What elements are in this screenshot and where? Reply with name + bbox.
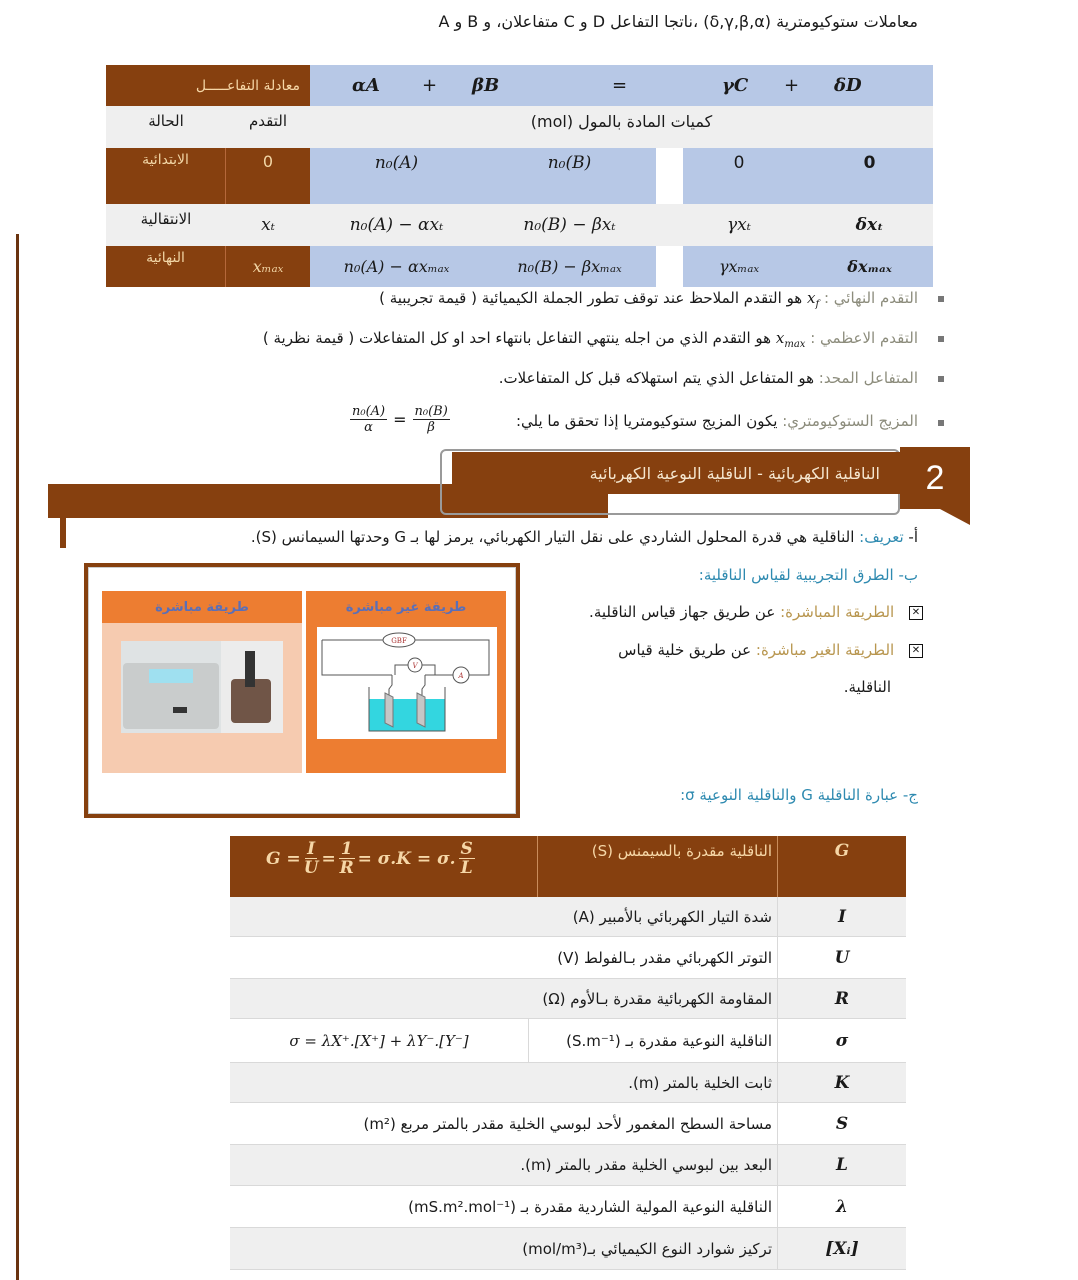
def-label: المتفاعل المحد: <box>818 369 918 387</box>
state-header-cell <box>106 106 226 136</box>
a-cell-final <box>310 246 483 287</box>
plus-2: + <box>784 75 800 96</box>
ct-desc: الناقلية النوعية مقدرة بـ (S.m⁻¹) <box>566 1031 772 1050</box>
plus-1: + <box>422 75 438 96</box>
progress-final: xₘₐₓ <box>252 257 284 276</box>
a-cell-initial <box>310 148 483 178</box>
def-a-text: الناقلية هي قدرة المحلول الشاردي على نقل التيار الكهربائي، يرمز لها بـ G وحدتها السيمانس (S). <box>250 528 855 546</box>
term-a: αA <box>352 75 380 96</box>
definition-max-progress: التقدم الاعظمي : $x_{max}$ هو التقدم الذي من اجله ينتهي التفاعل بانتهاء احد او كل المتفاعلات ( قيمة نظرية ) <box>262 329 918 350</box>
term-b: βB <box>472 75 500 96</box>
d-trans: δxₜ <box>855 215 884 235</box>
electrode-plate-2 <box>417 693 425 727</box>
def-label: التقدم النهائي : <box>823 289 918 307</box>
stoichiometric-formula <box>350 404 450 435</box>
direct-title-bar <box>102 591 302 623</box>
def-label: التقدم الاعظمي : <box>810 329 918 347</box>
def-text: يكون المزيج ستوكيومتريا إذا تحقق ما يلي: <box>515 412 778 430</box>
ct-desc: مساحة السطح المغمور لأحد لبوسي الخلية مقدر بالمتر مربع (m²) <box>363 1114 772 1133</box>
gbf-label: GBF <box>391 637 407 645</box>
definition-stoichiometric-mixture <box>516 412 918 430</box>
voltmeter-label: V <box>412 662 418 670</box>
ct-desc: الناقلية النوعية المولية الشاردية مقدرة بـ (mS.m².mol⁻¹) <box>408 1197 772 1216</box>
measurement-methods-figure <box>84 563 520 818</box>
ct-symbol: [Xᵢ] <box>777 1228 906 1269</box>
d-cell-trans <box>806 204 933 246</box>
progress-trans: xₜ <box>261 215 275 235</box>
ct-symbol: λ <box>777 1186 906 1227</box>
a-final: n₀(A) − αxₘₐₓ <box>343 257 450 276</box>
state-cell-trans <box>106 204 226 234</box>
ct-symbol: K <box>777 1063 906 1102</box>
equation-label: معادلة التفاعـــــل <box>195 77 300 94</box>
b-cell-initial <box>483 148 656 178</box>
c-final: γxₘₐₓ <box>718 257 760 276</box>
b-cell-final <box>483 246 656 287</box>
section-title-bar <box>452 452 900 494</box>
b-trans: n₀(B) − βxₜ <box>523 215 616 235</box>
def-text: هو التقدم الملاحظ عند توقف تطور الجملة الكيميائية ( قيمة تجريبية ) <box>379 289 803 307</box>
definition-final-progress: التقدم النهائي : $x_f$ هو التقدم الملاحظ عند توقف تطور الجملة الكيميائية ( قيمة تجريبية ) <box>379 289 918 310</box>
bullet-icon <box>938 376 944 382</box>
method-indirect <box>618 641 923 659</box>
ct-header-divider <box>537 836 538 897</box>
indirect-title: طريقة غير مباشرة <box>345 599 467 615</box>
d-cell-initial <box>806 148 933 178</box>
intro-text: A و B متفاعلان، و C و D ناتجا التفاعل، (δ,γ,β,α) معاملات ستوكيومترية <box>438 12 918 31</box>
ct-header-desc: الناقلية مقدرة بالسيمنس (S) <box>591 842 772 860</box>
a-initial: n₀(A) <box>374 153 419 173</box>
d-initial: 0 <box>863 153 876 173</box>
quantities-header: كميات المادة بالمول (mol) <box>530 111 713 131</box>
progress-cell-initial <box>226 148 310 204</box>
def-text: هو التقدم الذي من اجله ينتهي التفاعل بانتهاء احد او كل المتفاعلات ( قيمة نظرية ) <box>262 329 772 347</box>
conductivity-meter-photo <box>121 641 283 733</box>
ct-desc: ثابت الخلية بالمتر (m). <box>628 1073 772 1092</box>
direct-title: طريقة مباشرة <box>155 599 249 615</box>
meter-buttons <box>173 707 187 713</box>
ct-row <box>230 1228 906 1270</box>
progress-initial: 0 <box>262 152 274 171</box>
formula-left-den: α <box>364 420 373 435</box>
a-trans: n₀(A) − αxₜ <box>349 215 444 235</box>
c-cell-final <box>683 246 795 287</box>
state-final: النهائية <box>146 250 185 266</box>
state-initial: الابتدائية <box>142 152 189 168</box>
d-cell-final <box>806 246 933 287</box>
method-direct <box>589 603 923 621</box>
bullet-icon <box>938 420 944 426</box>
ct-row <box>230 937 906 979</box>
conductance-table <box>230 836 906 1272</box>
meter-display <box>149 669 193 683</box>
ct-desc: التوتر الكهربائي مقدر بـالفولط (V) <box>557 948 772 967</box>
ct-header-row <box>230 836 906 897</box>
section-number-badge <box>900 447 970 509</box>
ct-header-symbol: G <box>834 841 850 861</box>
ct-symbol: S <box>777 1103 906 1144</box>
progress-cell-final <box>226 246 310 287</box>
method-indirect-text-cont: الناقلية. <box>843 678 891 696</box>
ct-symbol: I <box>777 897 906 936</box>
ct-symbol: U <box>777 937 906 978</box>
formula-left-num: n₀(A) <box>352 404 386 419</box>
state-cell-final <box>106 246 226 287</box>
b-initial: n₀(B) <box>547 153 592 173</box>
ct-sigma-formula: σ = λX⁺.[X⁺] + λY⁻.[Y⁻] <box>230 1019 529 1062</box>
ct-row <box>230 1019 906 1063</box>
equation-label-cell <box>106 65 310 106</box>
state-header: الحالة <box>148 112 184 130</box>
progress-cell-trans <box>226 204 310 246</box>
equation-cell <box>310 65 933 106</box>
term-d: δD <box>834 75 862 96</box>
state-cell-initial <box>106 148 226 204</box>
electrode-plate-1 <box>385 693 393 727</box>
quantities-header-cell <box>310 106 933 136</box>
ct-row <box>230 979 906 1019</box>
progress-header-cell <box>226 106 310 136</box>
d-final: δxₘₐₓ <box>847 257 892 276</box>
formula-right-den: β <box>427 420 435 435</box>
state-trans: الانتقالية <box>140 210 192 228</box>
section-number: 2 <box>925 458 945 497</box>
ct-desc: شدة التيار الكهربائي بالأمبير (A) <box>572 907 772 926</box>
def-label: المزيج الستوكيومتري: <box>782 412 918 430</box>
method-indirect-label: الطريقة الغير مباشرة: <box>755 641 895 659</box>
def-text: هو المتفاعل الذي يتم استهلاكه قبل كل المتفاعلات. <box>498 369 815 387</box>
indirect-title-bar <box>306 591 506 623</box>
b-cell-trans <box>483 204 656 246</box>
progress-header: التقدم <box>248 112 287 130</box>
ct-desc: المقاومة الكهربائية مقدرة بـالأوم (Ω) <box>542 989 772 1008</box>
ct-desc: تركيز شوارد النوع الكيميائي بـ(mol/m³) <box>522 1239 772 1258</box>
a-cell-trans <box>310 204 483 246</box>
ct-symbol: L <box>777 1145 906 1185</box>
checkbox-x-icon: ✕ <box>909 644 923 658</box>
method-indirect-text: عن طريق خلية قياس <box>618 641 752 659</box>
ct-row <box>230 1145 906 1186</box>
equals: = <box>612 75 628 96</box>
method-direct-text: عن طريق جهاز قياس الناقلية. <box>589 603 776 621</box>
def-a-prefix: أ- <box>908 528 918 546</box>
section-badge-fold <box>940 509 970 525</box>
conductance-cell-circuit-diagram <box>317 627 497 739</box>
ct-header-formula: G = $\frac{I}{U}$ = $\frac{1}{R}$ = σ.K = σ. S L <box>266 839 473 878</box>
ct-row <box>230 1186 906 1228</box>
c-cell-trans <box>683 204 795 246</box>
ct-row <box>230 897 906 937</box>
formula-right-num: n₀(B) <box>414 404 448 419</box>
c-cell-initial <box>683 148 795 178</box>
page-left-rule <box>16 234 19 1280</box>
method-direct-label: الطريقة المباشرة: <box>780 603 895 621</box>
c-trans: γxₜ <box>727 215 751 235</box>
b-final: n₀(B) − βxₘₐₓ <box>517 257 622 276</box>
expression-heading: ج- عبارة الناقلية G والناقلية النوعية σ: <box>680 786 918 804</box>
bullet-icon <box>938 336 944 342</box>
electrolyte-solution <box>369 699 445 731</box>
bullet-icon <box>938 296 944 302</box>
definition-limiting-reactant <box>499 369 918 387</box>
reaction-table <box>106 65 933 287</box>
section-title: الناقلية الكهربائية - الناقلية النوعية الكهربائية <box>589 463 880 483</box>
c-initial: 0 <box>733 153 745 173</box>
section-banner-stem <box>60 518 66 548</box>
checkbox-x-icon: ✕ <box>909 606 923 620</box>
methods-heading: ب- الطرق التجريبية لقياس الناقلية: <box>698 566 918 584</box>
formula-equals: = <box>393 410 407 429</box>
term-c: γC <box>722 75 749 96</box>
def-a-label: تعريف: <box>859 528 904 546</box>
probe <box>245 651 255 687</box>
ct-row <box>230 1063 906 1103</box>
ct-row <box>230 1103 906 1145</box>
definition-conductance <box>251 528 918 546</box>
ammeter-label: A <box>458 672 464 680</box>
ct-symbol: R <box>777 979 906 1018</box>
ct-desc: البعد بين لبوسي الخلية مقدر بالمتر (m). <box>520 1156 772 1174</box>
ct-symbol: σ <box>777 1019 906 1062</box>
